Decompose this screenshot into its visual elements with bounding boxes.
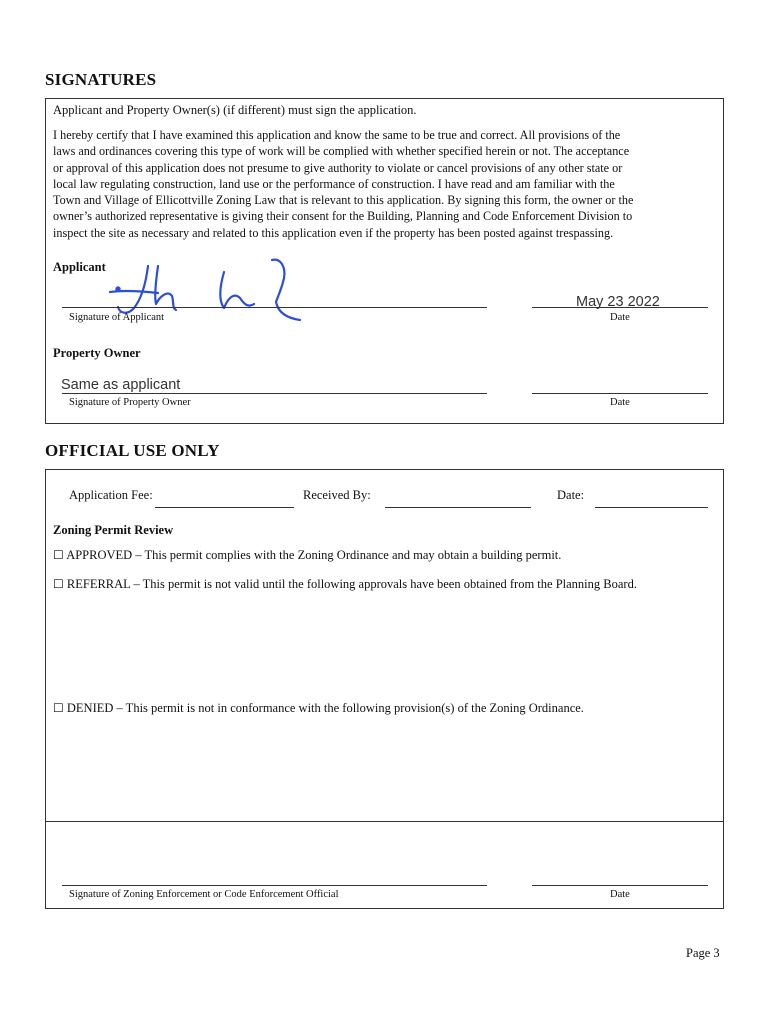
- certification-line: or approval of this application does not presume to give authority to violate or cancel provisions of any other state or: [53, 160, 623, 175]
- application-fee-label: Application Fee:: [69, 488, 153, 502]
- applicant-label: Applicant: [53, 260, 106, 274]
- certification-line: local law regulating construction, land use or the performance of construction. I have read and am familiar with the: [53, 176, 615, 191]
- official-date-field[interactable]: [595, 507, 708, 508]
- official-use-heading: OFFICIAL USE ONLY: [45, 441, 220, 460]
- approved-text: APPROVED – This permit complies with the Zoning Ordinance and may obtain a building permit.: [66, 548, 562, 562]
- page-number: Page 3: [686, 946, 720, 960]
- applicant-signature-line[interactable]: [62, 307, 487, 308]
- applicant-date-value: May 23 2022: [576, 294, 660, 310]
- official-signature-date-caption: Date: [610, 889, 630, 900]
- certification-line: owner’s authorized representative is giving their consent for the Building, Planning and Code Enforcement Division to: [53, 209, 633, 224]
- property-owner-date-line[interactable]: [532, 393, 708, 394]
- signatures-heading: SIGNATURES: [45, 70, 157, 89]
- certification-paragraph: [53, 127, 721, 241]
- applicant-signature-caption: Signature of Applicant: [69, 312, 165, 323]
- property-owner-signature-value: Same as applicant: [61, 377, 181, 393]
- referral-text: REFERRAL – This permit is not valid until the following approvals have been obtained from the Planning Board.: [66, 577, 637, 591]
- official-signature-line[interactable]: [62, 885, 487, 886]
- property-owner-label: Property Owner: [53, 346, 141, 360]
- certification-line: inspect the site as necessary and related to this application even if the property has been posted against trespassing.: [53, 225, 614, 240]
- referral-checkbox[interactable]: ☐: [53, 577, 64, 591]
- approved-checkbox[interactable]: ☐: [53, 548, 64, 562]
- approved-option[interactable]: [53, 548, 561, 563]
- official-signature-caption: Signature of Zoning Enforcement or Code Enforcement Official: [69, 889, 339, 900]
- property-owner-date-caption: Date: [610, 397, 630, 408]
- certification-line: Town and Village of Ellicottville Zoning Law that is relevant to this application. By signing this form, the owner or the: [53, 193, 634, 208]
- received-by-label: Received By:: [303, 488, 371, 502]
- official-divider: [45, 821, 724, 822]
- application-fee-field[interactable]: [155, 507, 294, 508]
- official-signature-date-line[interactable]: [532, 885, 708, 886]
- signatures-intro: Applicant and Property Owner(s) (if different) must sign the application.: [53, 103, 417, 117]
- zoning-review-heading: Zoning Permit Review: [53, 523, 174, 537]
- denied-text: DENIED – This permit is not in conformance with the following provision(s) of the Zoning Ordinance.: [66, 701, 584, 715]
- applicant-date-line[interactable]: [532, 307, 708, 308]
- certification-line: laws and ordinances covering this type of work will be complied with whether specified herein or not. The acceptance: [53, 144, 630, 159]
- property-owner-signature-line[interactable]: [62, 393, 487, 394]
- referral-option[interactable]: [53, 577, 637, 592]
- denied-checkbox[interactable]: ☐: [53, 701, 64, 715]
- applicant-date-caption: Date: [610, 312, 630, 323]
- official-date-label: Date:: [557, 488, 585, 502]
- property-owner-signature-caption: Signature of Property Owner: [69, 397, 191, 408]
- received-by-field[interactable]: [385, 507, 531, 508]
- certification-line: I hereby certify that I have examined this application and know the same to be true and correct. All provisions of the: [53, 128, 621, 142]
- denied-option[interactable]: [53, 701, 584, 716]
